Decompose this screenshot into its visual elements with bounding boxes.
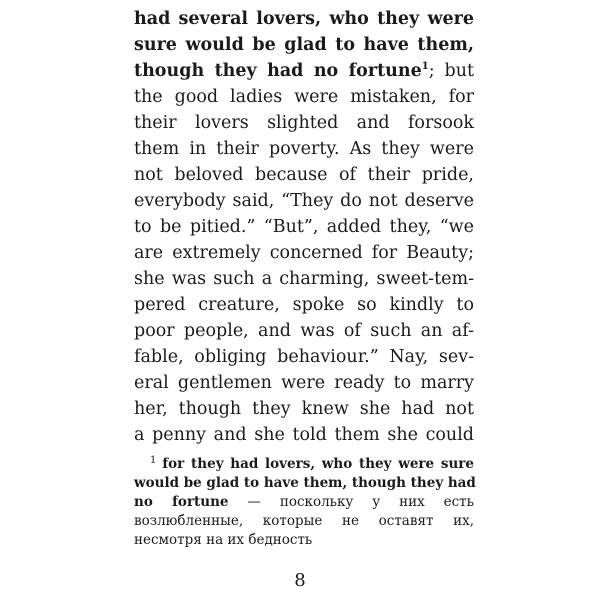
footnote-line <box>134 455 474 474</box>
footnote-line: несмотря на их бедность <box>134 532 313 548</box>
text-line: not beloved because of their pride, <box>134 165 474 185</box>
footnote-number: 1 <box>150 454 157 466</box>
text-line: she was such a charming, sweet-tem- <box>134 269 474 289</box>
text-line: eral gentlemen were ready to marry <box>134 373 474 393</box>
text-line: poor people, and was of such an af- <box>134 321 474 341</box>
text-line: pered creature, spoke so kindly to <box>134 295 474 315</box>
text-line: their lovers slighted and forsook <box>134 113 474 133</box>
bold-phrase: though they had no fortune <box>134 61 422 81</box>
text-line: to be pitied.” “But”, added they, “we <box>134 217 474 237</box>
text-line: sure would be glad to have them, <box>134 35 474 55</box>
footnote-divider <box>134 450 474 451</box>
footnote-bold-text: for they had lovers, who they were sure <box>162 456 474 472</box>
text-line: had several lovers, who they were <box>134 9 474 29</box>
footnote-line: would be glad to have them, though they had <box>134 475 476 491</box>
footnote-line <box>134 493 474 512</box>
text-line: her, though they knew she had not <box>134 399 474 419</box>
text-line: everybody said, “They do not deserve <box>134 191 474 211</box>
text-line <box>134 58 474 84</box>
page-number: 8 <box>294 570 306 591</box>
footnote-translation: — поскольку у них есть <box>228 494 474 510</box>
body-text <box>134 6 474 448</box>
footnote-line: возлюбленные, которые не оставят их, <box>134 513 474 529</box>
text-fragment: ; but <box>428 61 474 81</box>
footnote-reference: 1 <box>421 61 429 73</box>
text-line: a penny and she told them she could <box>134 425 474 445</box>
footnote-bold-text: no fortune <box>134 494 229 510</box>
footnote <box>134 455 474 550</box>
text-line: are extremely concerned for Beauty; <box>134 243 474 263</box>
text-line: them in their poverty. As they were <box>134 139 474 159</box>
text-line: fable, obliging behaviour.” Nay, sev- <box>134 347 474 367</box>
text-line: the good ladies were mistaken, for <box>134 87 474 107</box>
